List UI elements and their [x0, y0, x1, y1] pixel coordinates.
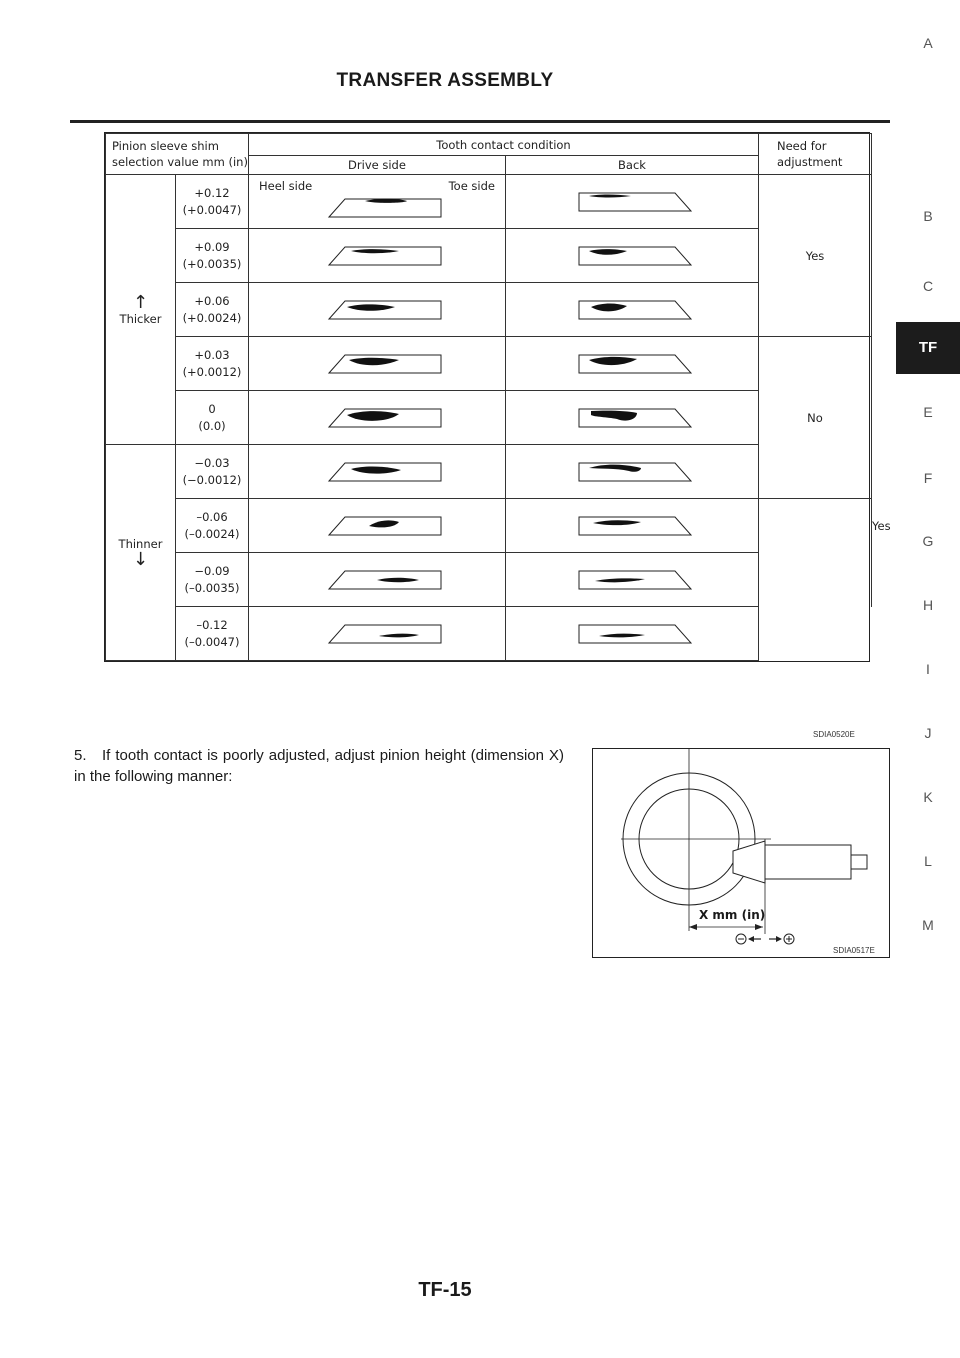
section-tab-i[interactable]: I: [926, 661, 930, 677]
header-need-line2: adjustment: [777, 155, 843, 169]
back-pattern-cell: [506, 391, 759, 445]
header-need-adjustment: [759, 134, 872, 175]
back-pattern-cell: [506, 283, 759, 337]
tooth-pattern-drive-icon: [307, 195, 447, 221]
section-tab-h[interactable]: H: [922, 597, 934, 613]
toe-side-label: Toe side: [448, 179, 495, 193]
pinion-height-diagram: [592, 748, 890, 958]
header-shim-line1: Pinion sleeve shim: [112, 139, 219, 153]
tooth-pattern-drive-icon: [307, 621, 447, 647]
shim-value-cell: +0.06 (+0.0024): [176, 283, 249, 337]
header-need-line1: Need for: [777, 139, 827, 153]
header-tooth-contact: Tooth contact condition: [249, 134, 759, 156]
shim-value-cell: 0 (0.0): [176, 391, 249, 445]
tooth-pattern-drive-icon: [307, 459, 447, 485]
heel-side-label: Heel side: [259, 179, 313, 193]
drive-pattern-cell: [249, 391, 506, 445]
drive-pattern-cell: [249, 283, 506, 337]
shim-value-cell: +0.03 (+0.0012): [176, 337, 249, 391]
need-yes-top: Yes: [759, 175, 872, 337]
shim-value-cell: –0.12 (–0.0047): [176, 607, 249, 661]
thinner-label: Thinner: [118, 536, 163, 551]
step-5-text: [74, 745, 564, 787]
back-pattern-cell: [506, 607, 759, 661]
header-shim-value: [106, 134, 249, 175]
tooth-pattern-drive-icon: [307, 351, 447, 377]
step-number: 5.: [74, 747, 87, 764]
page-title: TRANSFER ASSEMBLY: [336, 70, 554, 91]
ring-gear-pinion-drawing-icon: [593, 749, 888, 956]
shim-value-cell: +0.09 (+0.0035): [176, 229, 249, 283]
back-pattern-cell: [506, 175, 759, 229]
section-tab-b[interactable]: B: [923, 208, 933, 224]
header-back: Back: [506, 156, 759, 175]
need-no: No: [759, 337, 872, 499]
tooth-contact-table: Pinion sleeve shim selection value mm (in) Tooth contact condition Need for adjustment Drive side Back ↑ Thicker +0.12 (+0.0047) Heel side Toe side Yes +0.09 (+0.0035) +0.06 (+0.0024) +0.03 (+0.0012) No 0 (0.0) Thinner ↓ −0.03 (−0.0012) Yes –0.06 (–0.0024) −0.09 (–0.0035) –0.12 (–0.0047): [105, 133, 872, 661]
thicker-label: Thicker: [119, 311, 162, 326]
drive-pattern-cell: [249, 553, 506, 607]
drive-pattern-cell: [249, 445, 506, 499]
tooth-pattern-back-icon: [567, 351, 697, 377]
step-body: If tooth contact is poorly adjusted, adjust pinion height (dimension X) in the following manner:: [74, 747, 564, 785]
tooth-pattern-back-icon: [567, 189, 697, 215]
header-shim-line2: selection value mm (in): [112, 155, 248, 169]
section-tab-k[interactable]: K: [923, 789, 933, 805]
tooth-pattern-drive-icon: [307, 297, 447, 323]
tooth-pattern-back-icon: [567, 513, 697, 539]
shim-value-cell: –0.06 (–0.0024): [176, 499, 249, 553]
tooth-contact-figure: [104, 132, 891, 662]
figure-code-pinion: SDIA0517E: [833, 946, 875, 955]
section-tab-j[interactable]: J: [924, 725, 932, 741]
shim-value-cell: −0.03 (−0.0012): [176, 445, 249, 499]
drive-pattern-cell: [249, 499, 506, 553]
section-tab-l[interactable]: L: [924, 853, 932, 869]
tooth-pattern-back-icon: [567, 459, 697, 485]
section-tab-f[interactable]: F: [923, 470, 933, 486]
drive-pattern-cell: [249, 229, 506, 283]
dimension-x-label: X mm (in): [699, 908, 766, 922]
direction-thinner: [106, 445, 176, 661]
drive-pattern-cell: [249, 607, 506, 661]
back-pattern-cell: [506, 553, 759, 607]
arrow-down-icon: ↓: [132, 548, 149, 570]
drive-pattern-cell: [249, 175, 506, 229]
back-pattern-cell: [506, 445, 759, 499]
back-pattern-cell: [506, 499, 759, 553]
tooth-pattern-drive-icon: [307, 405, 447, 431]
back-pattern-cell: [506, 337, 759, 391]
header-rule: [70, 120, 890, 123]
section-tab-c[interactable]: C: [922, 278, 934, 294]
page-number: TF-15: [418, 1279, 472, 1301]
section-tab-g[interactable]: G: [922, 533, 934, 549]
tooth-pattern-drive-icon: [307, 243, 447, 269]
section-tab-e[interactable]: E: [923, 404, 933, 420]
tooth-pattern-back-icon: [567, 405, 697, 431]
section-tab-a[interactable]: A: [923, 35, 933, 51]
tooth-pattern-back-icon: [567, 567, 697, 593]
direction-thicker: [106, 175, 176, 445]
tooth-pattern-drive-icon: [307, 513, 447, 539]
header-drive-side: Drive side: [249, 156, 506, 175]
tooth-pattern-back-icon: [567, 297, 697, 323]
figure-code-tooth-contact: SDIA0520E: [813, 730, 855, 739]
tooth-pattern-back-icon: [567, 621, 697, 647]
drive-pattern-cell: [249, 337, 506, 391]
tooth-pattern-back-icon: [567, 243, 697, 269]
section-tab-m[interactable]: M: [922, 917, 934, 933]
shim-value-cell: −0.09 (–0.0035): [176, 553, 249, 607]
tooth-pattern-drive-icon: [307, 567, 447, 593]
arrow-up-icon: ↑: [132, 291, 149, 313]
back-pattern-cell: [506, 229, 759, 283]
shim-value-cell: +0.12 (+0.0047): [176, 175, 249, 229]
section-tab-tf-active[interactable]: TF: [896, 322, 960, 374]
